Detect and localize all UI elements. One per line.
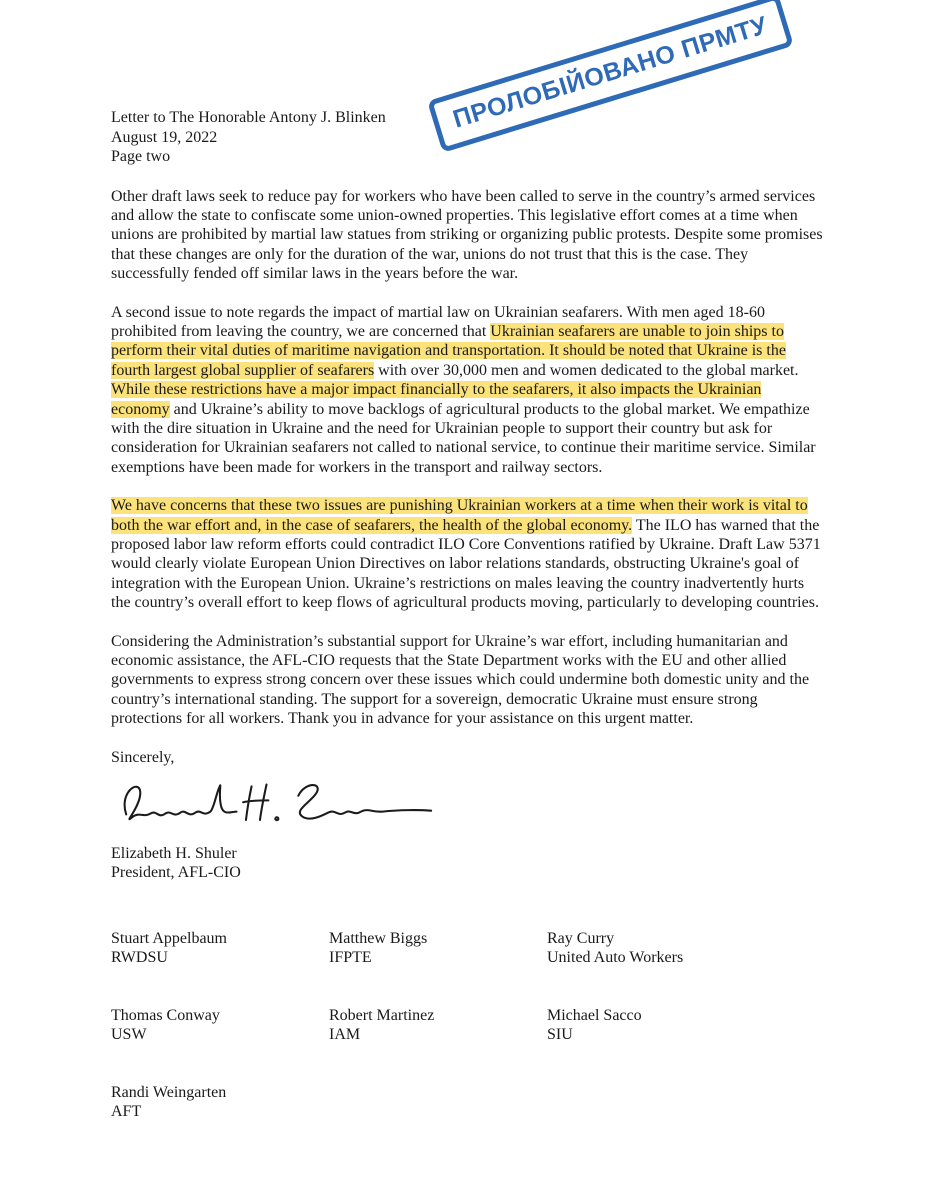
stamp-text: ПРОЛОБІЙОВАНО ПРМТУ [449, 11, 771, 134]
header-date: August 19, 2022 [111, 128, 218, 146]
signatory-name: Stuart Appelbaum [111, 929, 227, 947]
signatory-org: United Auto Workers [547, 949, 684, 967]
signature-image [115, 775, 823, 842]
body-text: with over 30,000 men and women dedicated to the global market. [374, 361, 799, 379]
signatory-org: SIU [547, 1026, 573, 1044]
signatory-name: Robert Martinez [329, 1006, 435, 1024]
closing-salutation: Sincerely, [111, 748, 175, 766]
signatory [111, 1083, 329, 1122]
signer-title: President, AFL-CIO [111, 864, 241, 882]
paragraph [111, 187, 823, 284]
signatory-org: IAM [329, 1026, 361, 1044]
signatory-row [111, 929, 823, 968]
highlighted-text: Ukrainian seafarers are unable to join ships to perform their vital duties of maritime navigation and transportation. It should be noted that Ukraine is the fourth largest global supplier of seafarers [111, 322, 786, 379]
signatory [111, 1006, 329, 1045]
signatory [329, 929, 547, 968]
header-page-number: Page two [111, 148, 171, 165]
signatory-row [111, 1006, 823, 1045]
highlighted-text: We have concerns that these two issues are punishing Ukrainian workers at a time when their work is vital to both the war effort and, in the case of seafarers, the health of the global economy. [111, 497, 808, 534]
signatory-name: Matthew Biggs [329, 929, 428, 947]
body-text: and Ukraine’s ability to move backlogs of agricultural products to the global market. We empathize with the dire situation in Ukraine and the need for Ukrainian people to support their country but ask for consideration for Ukrainian seafarers not called to national service, to continue their maritime service. Similar exemptions have been made for workers in the transport and railway sectors. [111, 400, 816, 476]
signatories [111, 929, 823, 1122]
signatory-name: Thomas Conway [111, 1006, 220, 1024]
signatory-org: IFPTE [329, 949, 372, 967]
signature-handwriting-icon [115, 775, 433, 837]
signatory-org: RWDSU [111, 949, 168, 967]
letter-content [111, 108, 823, 1160]
signatory [111, 929, 329, 968]
signatory [547, 1006, 765, 1045]
highlighted-text: While these restrictions have a major impact financially to the seafarers, it also impacts the Ukrainian economy [111, 381, 762, 418]
signatory-org: USW [111, 1026, 147, 1044]
body-text: A second issue to note regards the impact of martial law on Ukrainian seafarers. With men aged 18-60 prohibited from leaving the country, we are concerned that [111, 303, 765, 340]
letter-header [111, 108, 823, 167]
signatory [329, 1006, 547, 1045]
signatory-name: Randi Weingarten [111, 1083, 227, 1101]
body-text: The ILO has warned that the proposed labor law reform efforts could contradict ILO Core Conventions ratified by Ukraine. Draft Law 5371 would clearly violate European Union Directives on labor relations standards, obstructing Ukraine's goal of integration with the European Union. Ukraine’s restrictions on males leaving the country inadvertently hurts the country’s overall effort to keep flows of agricultural products moving, particularly to developing countries. [111, 516, 821, 612]
paragraph [111, 496, 823, 612]
signer-name: Elizabeth H. Shuler [111, 844, 237, 862]
paragraph [111, 303, 823, 478]
signatory-name: Michael Sacco [547, 1006, 642, 1024]
signatory-row [111, 1083, 823, 1122]
paragraph [111, 632, 823, 729]
signatory [547, 929, 765, 968]
body-text: Other draft laws seek to reduce pay for workers who have been called to serve in the country’s armed services and allow the state to confiscate some union-owned properties. This legislative effort comes at a time when unions are prohibited by martial law statues from striking or organizing public protests. Despite some promises that these changes are only for the duration of the war, unions do not trust that this is the case. They successfully fended off similar laws in the years before the war. [111, 187, 823, 283]
signatory-org: AFT [111, 1103, 142, 1121]
header-recipient: Letter to The Honorable Antony J. Blinken [111, 109, 386, 126]
letter-body [111, 187, 823, 729]
signatory-name: Ray Curry [547, 929, 615, 947]
body-text: Considering the Administration’s substantial support for Ukraine’s war effort, including humanitarian and economic assistance, the AFL-CIO requests that the State Department works with the EU and other allied governments to express strong concern over these issues which could undermine both domestic unity and the country’s international standing. The support for a sovereign, democratic Ukraine must ensure strong protections for all workers. Thank you in advance for your assistance on this urgent matter. [111, 632, 810, 728]
closing-block [111, 748, 823, 883]
